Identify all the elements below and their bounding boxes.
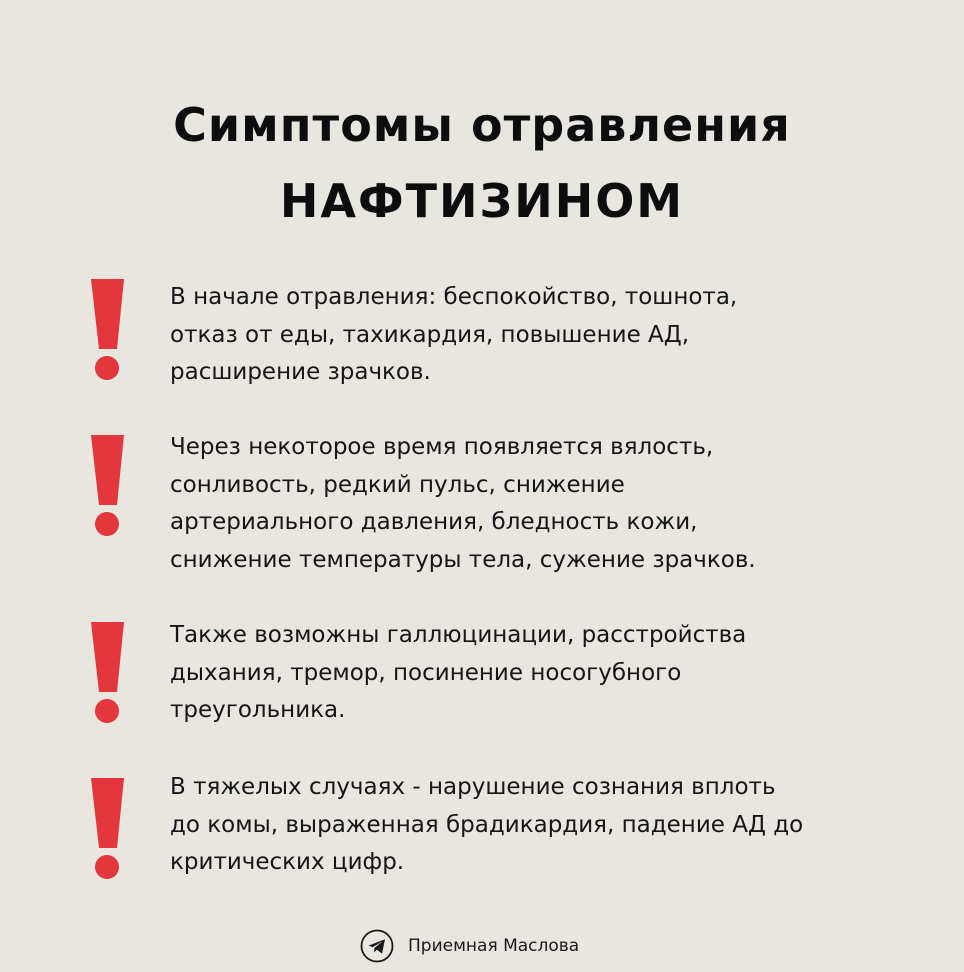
- exclamation-icon: [87, 435, 127, 537]
- exclamation-icon: [87, 279, 127, 381]
- page-title-line-1: Симптомы отравления: [173, 98, 791, 152]
- telegram-icon: [360, 929, 394, 963]
- symptom-text: Через некоторое время появляется вялость, сонливость, редкий пульс, снижение артериального давления, бледность кожи, снижение температуры тела, сужение зрачков.: [170, 434, 756, 573]
- symptom-text: В начале отравления: беспокойство, тошнота, отказ от еды, тахикардия, повышение АД, расширение зрачков.: [170, 284, 738, 385]
- footer-channel-link[interactable]: [360, 928, 579, 964]
- exclamation-icon: [87, 622, 127, 724]
- footer-label: Приемная Маслова: [408, 936, 580, 956]
- exclamation-icon: [87, 778, 127, 880]
- symptom-text: Также возможны галлюцинации, расстройства дыхания, тремор, посинение носогубного треугольника.: [170, 622, 747, 723]
- symptom-text: В тяжелых случаях - нарушение сознания вплоть до комы, выраженная брадикардия, падение АД до критических цифр.: [170, 774, 804, 875]
- page-title-line-2: НАФТИЗИНОМ: [279, 174, 685, 228]
